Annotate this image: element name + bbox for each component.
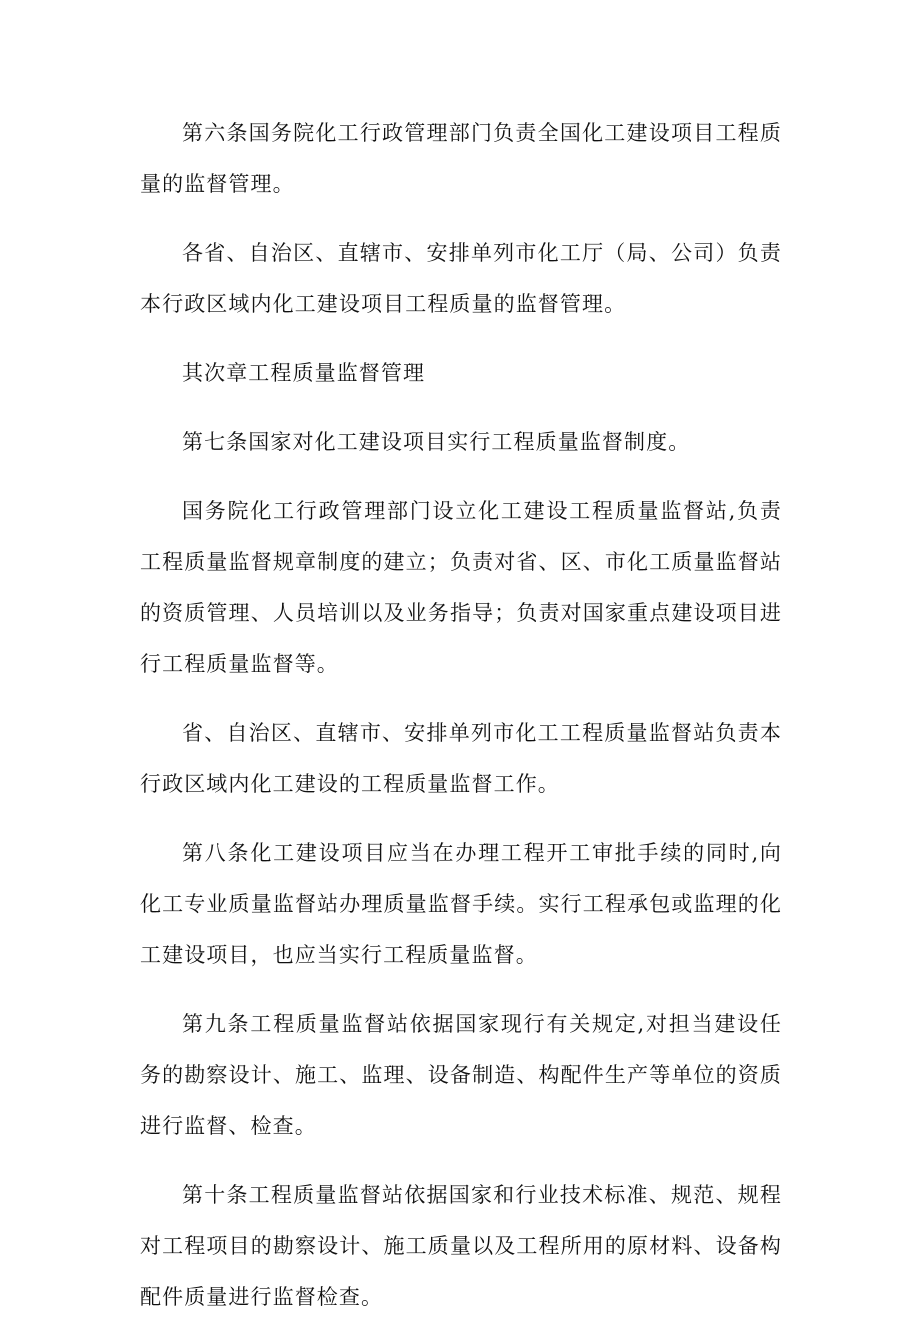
document-body [140, 108, 782, 1323]
paragraph-state-supervision-station: 国务院化工行政管理部门设立化工建设工程质量监督站,负责工程质量监督规章制度的建立；负责对省、区、市化工质量监督站的资质管理、人员培训以及业务指导；负责对国家重点建设项目进行工程质量监督等。 [140, 499, 782, 676]
paragraph-article-7: 第七条国家对化工建设项目实行工程质量监督制度。 [182, 430, 691, 454]
paragraph-article-9: 第九条工程质量监督站依据国家现行有关规定,对担当建设任务的勘察设计、施工、监理、设备制造、构配件生产等单位的资质进行监督、检查。 [140, 1012, 782, 1138]
paragraph-article-6: 第六条国务院化工行政管理部门负责全国化工建设项目工程质量的监督管理。 [140, 121, 782, 196]
paragraph-provincial-responsibility: 各省、自治区、直辖市、安排单列市化工厅（局、公司）负责本行政区域内化工建设项目工程质量的监督管理。 [140, 241, 782, 316]
paragraph-article-8: 第八条化工建设项目应当在办理工程开工审批手续的同时,向化工专业质量监督站办理质量监督手续。实行工程承包或监理的化工建设项目，也应当实行工程质量监督。 [140, 841, 782, 967]
chapter-heading: 其次章工程质量监督管理 [182, 361, 426, 385]
paragraph-provincial-supervision-station: 省、自治区、直辖市、安排单列市化工工程质量监督站负责本行政区域内化工建设的工程质量监督工作。 [140, 721, 782, 796]
paragraph-article-10: 第十条工程质量监督站依据国家和行业技术标准、规范、规程对工程项目的勘察设计、施工质量以及工程所用的原材料、设备构配件质量进行监督检查。 [140, 1183, 782, 1309]
